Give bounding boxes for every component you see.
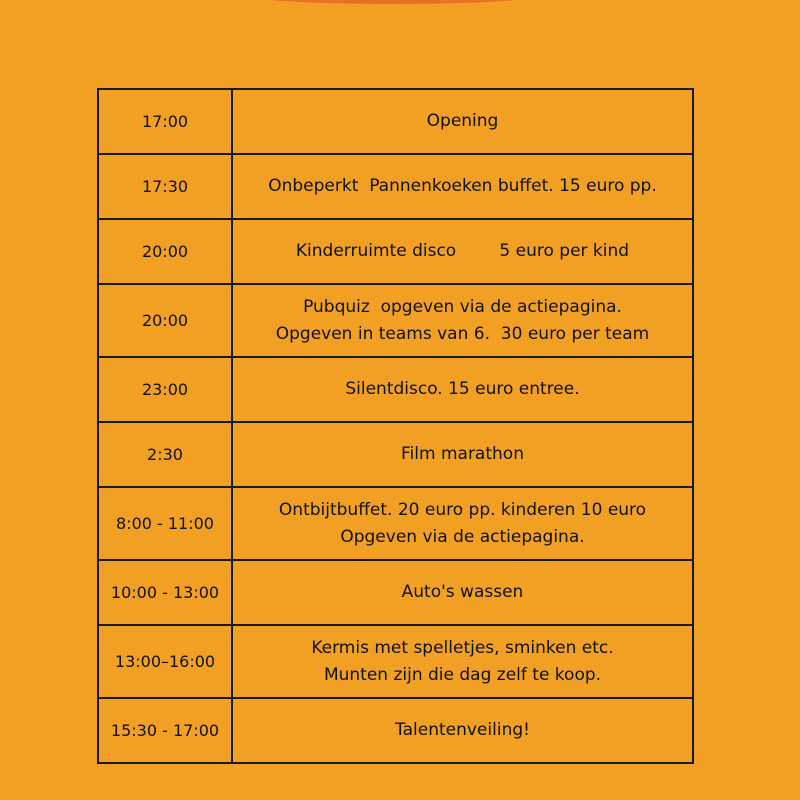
activity-cell <box>232 422 693 487</box>
time-cell: 13:00–16:00 <box>98 625 232 698</box>
activity-cell <box>232 560 693 625</box>
activity-line: Auto's wassen <box>401 582 524 602</box>
schedule-row <box>98 154 693 219</box>
activity-line: Silentdisco. 15 euro entree. <box>345 379 580 399</box>
activity-cell <box>232 89 693 154</box>
time-cell: 20:00 <box>98 219 232 284</box>
schedule-row <box>98 560 693 625</box>
activity-line: Opening <box>426 111 499 131</box>
time-cell: 17:30 <box>98 154 232 219</box>
time-cell: 8:00 - 11:00 <box>98 487 232 560</box>
time-cell: 20:00 <box>98 284 232 357</box>
schedule-row <box>98 284 693 357</box>
activity-cell <box>232 625 693 698</box>
time-cell: 15:30 - 17:00 <box>98 698 232 763</box>
decorative-brush-stroke <box>238 0 548 4</box>
schedule-row <box>98 357 693 422</box>
activity-cell <box>232 698 693 763</box>
time-cell: 2:30 <box>98 422 232 487</box>
activity-line: Kermis met spelletjes, sminken etc. <box>311 637 614 658</box>
schedule-table <box>97 88 694 764</box>
schedule-row <box>98 89 693 154</box>
schedule-row <box>98 422 693 487</box>
activity-cell <box>232 284 693 357</box>
activity-cell <box>232 357 693 422</box>
time-cell: 10:00 - 13:00 <box>98 560 232 625</box>
schedule-row <box>98 219 693 284</box>
activity-line: Film marathon <box>401 444 524 464</box>
activity-cell <box>232 154 693 219</box>
activity-cell <box>232 219 693 284</box>
activity-line: Talentenveiling! <box>395 720 530 740</box>
schedule-row <box>98 698 693 763</box>
time-cell: 23:00 <box>98 357 232 422</box>
activity-line: Kinderruimte disco 5 euro per kind <box>295 241 630 261</box>
schedule-row <box>98 625 693 698</box>
time-cell: 17:00 <box>98 89 232 154</box>
activity-line: Onbeperkt Pannenkoeken buffet. 15 euro pp. <box>268 176 657 196</box>
activity-line: Opgeven via de actiepagina. <box>340 526 585 547</box>
activity-cell <box>232 487 693 560</box>
activity-line: Opgeven in teams van 6. 30 euro per team <box>275 323 650 344</box>
activity-line: Pubquiz opgeven via de actiepagina. <box>303 296 622 317</box>
activity-line: Ontbijtbuffet. 20 euro pp. kinderen 10 euro <box>278 499 647 520</box>
activity-line: Munten zijn die dag zelf te koop. <box>323 664 602 685</box>
schedule-row <box>98 487 693 560</box>
